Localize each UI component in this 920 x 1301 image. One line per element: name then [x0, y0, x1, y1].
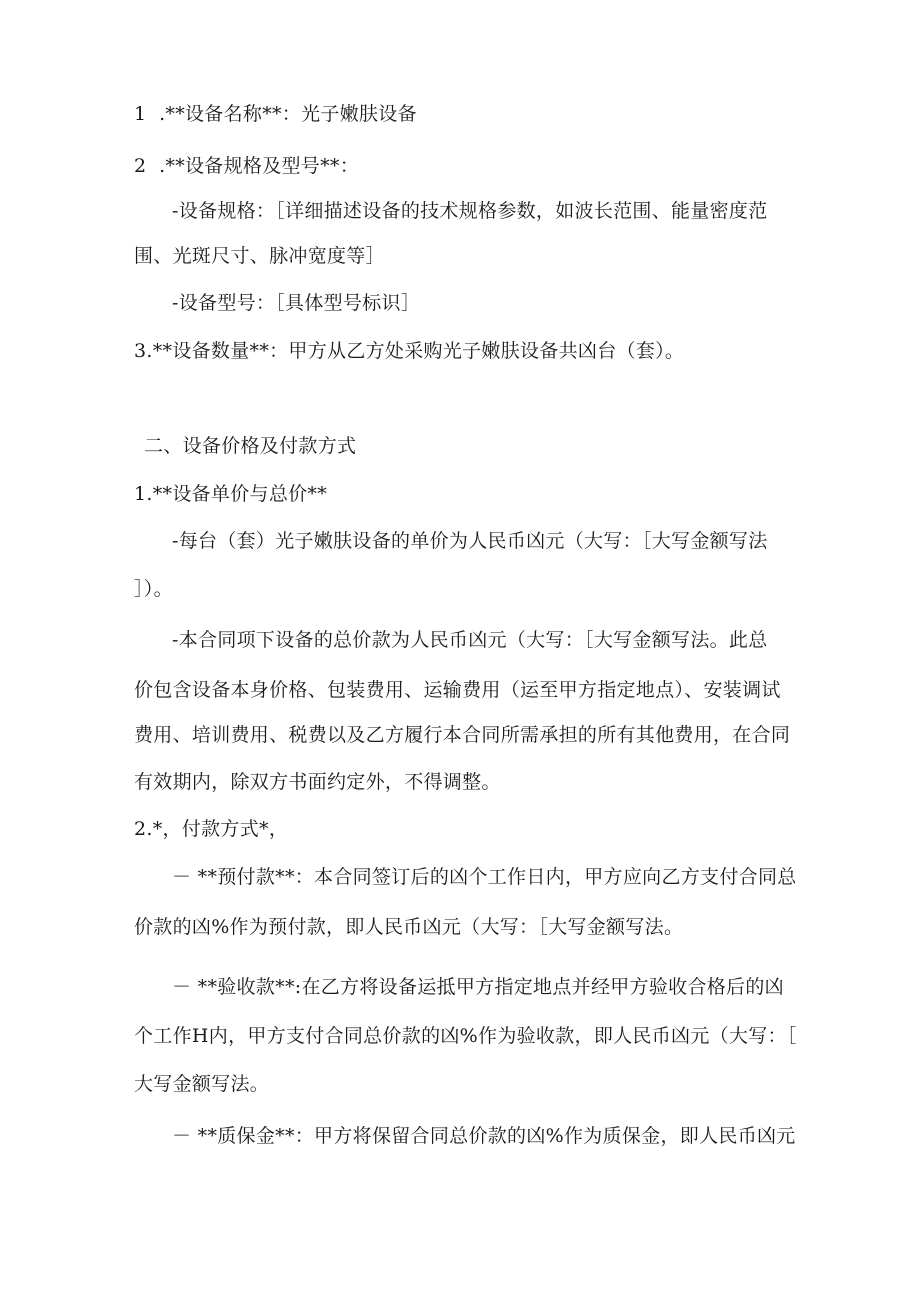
paragraph-acceptance-payment-line-2: 个工作H内，甲方支付合同总价款的凶%作为验收款，即人民币凶元（大写：［: [134, 1025, 797, 1047]
sub-item-device-spec: -设备规格：［详细描述设备的技术规格参数，如波长范围、能量密度范: [172, 200, 768, 222]
item-device-quantity: 3.**设备数量**：甲方从乙方处采购光子嫩肤设备共凶台（套）。: [134, 340, 685, 362]
item-device-spec-model: 2 .**设备规格及型号**：: [134, 155, 360, 177]
paragraph-advance-payment: － **预付款**：本合同签订后的凶个工作日内，甲方应向乙方支付合同总: [172, 866, 797, 888]
paragraph-unit-price: -每台（套）光子嫩肤设备的单价为人民币凶元（大写：［大写金额写法: [172, 530, 768, 552]
paragraph-total-price-line-3: 费用、培训费用、税费以及乙方履行本合同所需承担的所有其他费用，在合同: [134, 724, 791, 746]
item-device-name: 1 .**设备名称**：光子嫩肤设备: [134, 103, 417, 125]
section-heading-price-payment: 二、设备价格及付款方式: [144, 435, 357, 457]
paragraph-total-price-line-4: 有效期内，除双方书面约定外，不得调整。: [134, 771, 501, 793]
paragraph-acceptance-payment-line-3: 大写金额写法。: [134, 1073, 270, 1095]
sub-item-device-spec-continued: 围、光斑尺寸、脉冲宽度等］: [134, 245, 385, 267]
item-payment-method: 2.*，付款方式*，: [134, 818, 289, 840]
sub-item-device-model: -设备型号：［具体型号标识］: [172, 292, 421, 314]
paragraph-acceptance-payment: － **验收款**:在乙方将设备运抵甲方指定地点并经甲方验收合格后的凶: [172, 976, 784, 998]
paragraph-total-price-line-2: 价包含设备本身价格、包装费用、运输费用（运至甲方指定地点）、安装调试: [134, 679, 781, 701]
paragraph-unit-price-continued: ］）。: [134, 578, 173, 600]
item-unit-total-price: 1.**设备单价与总价**: [134, 483, 328, 505]
paragraph-advance-payment-continued: 价款的凶%作为预付款，即人民币凶元（大写：［大写金额写法。: [134, 916, 684, 938]
paragraph-total-price: -本合同项下设备的总价款为人民币凶元（大写：［大写金额写法。此总: [172, 629, 768, 651]
paragraph-warranty-deposit: － **质保金**：甲方将保留合同总价款的凶%作为质保金，即人民币凶元: [172, 1125, 796, 1147]
